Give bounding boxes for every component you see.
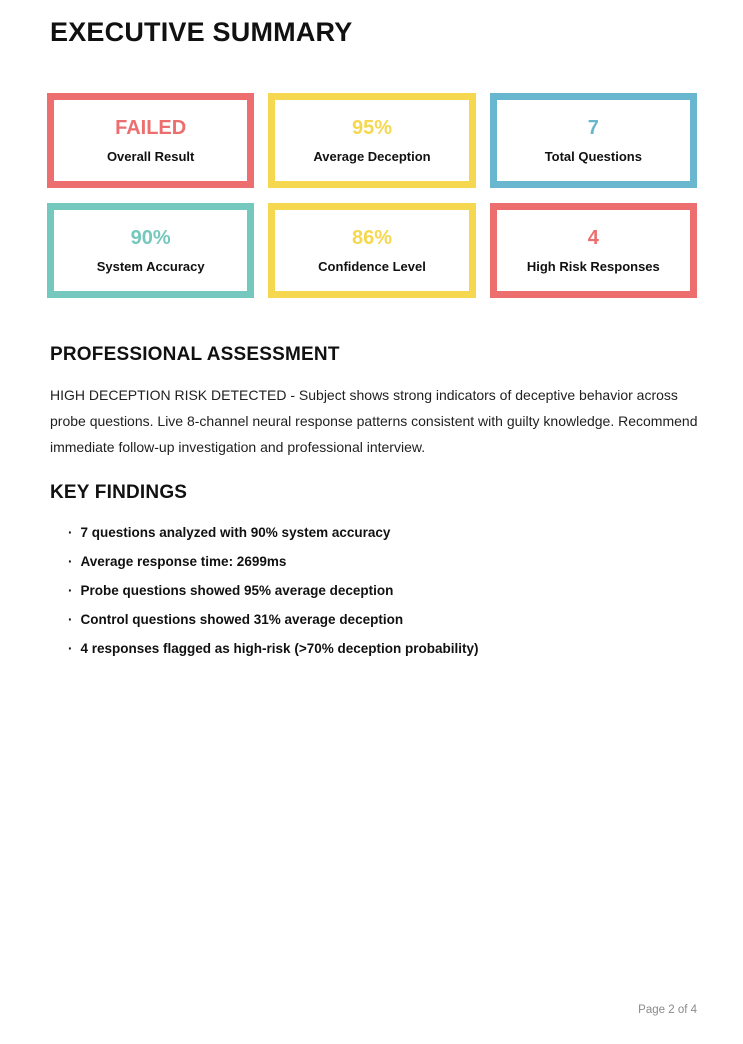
assessment-body-text: HIGH DECEPTION RISK DETECTED - Subject shows strong indicators of deceptive behavior across probe questions. Live 8-channel neural response patterns consistent with guilty knowledge. Recommend immediate follow-up investigation and professional interview. [50, 387, 698, 455]
stat-label: High Risk Responses [526, 259, 660, 274]
bullet-icon: · [68, 525, 73, 540]
stat-card-high-risk-responses [490, 203, 697, 298]
stat-card-confidence-level [268, 203, 475, 298]
stat-card-total-questions [490, 93, 697, 188]
finding-text: Probe questions showed 95% average deception [80, 583, 394, 598]
stat-label: System Accuracy [96, 259, 205, 274]
stat-card-overall-result [47, 93, 254, 188]
bullet-icon: · [68, 554, 73, 569]
stat-value: 4 [587, 227, 599, 249]
finding-item [68, 613, 700, 627]
bullet-icon: · [68, 583, 73, 598]
page-title: EXECUTIVE SUMMARY [50, 17, 353, 47]
stat-label: Overall Result [106, 149, 195, 164]
findings-heading: KEY FINDINGS [50, 482, 188, 503]
stat-label: Average Deception [313, 149, 431, 164]
finding-text: 4 responses flagged as high-risk (>70% deception probability) [80, 641, 479, 656]
stat-value: 90% [130, 227, 171, 249]
bullet-icon: · [68, 641, 73, 656]
stat-label: Total Questions [544, 149, 642, 164]
finding-item [68, 584, 700, 598]
finding-text: Average response time: 2699ms [80, 554, 287, 569]
finding-item [68, 526, 700, 540]
stat-value: 7 [587, 117, 599, 139]
assessment-heading: PROFESSIONAL ASSESSMENT [50, 344, 340, 365]
stat-card-system-accuracy [47, 203, 254, 298]
stat-value: 95% [351, 117, 392, 139]
finding-item [68, 555, 700, 569]
finding-item [68, 642, 700, 656]
key-findings-section [50, 482, 700, 671]
stat-cards-grid [47, 93, 697, 298]
bullet-icon: · [68, 612, 73, 627]
professional-assessment-section [50, 344, 700, 460]
findings-list [50, 526, 700, 656]
page-number: Page 2 of 4 [638, 1004, 697, 1016]
finding-text: Control questions showed 31% average deception [80, 612, 404, 627]
stat-label: Confidence Level [318, 259, 426, 274]
stat-value: FAILED [115, 117, 187, 139]
stat-card-average-deception [268, 93, 475, 188]
finding-text: 7 questions analyzed with 90% system accuracy [80, 525, 391, 540]
stat-value: 86% [351, 227, 392, 249]
